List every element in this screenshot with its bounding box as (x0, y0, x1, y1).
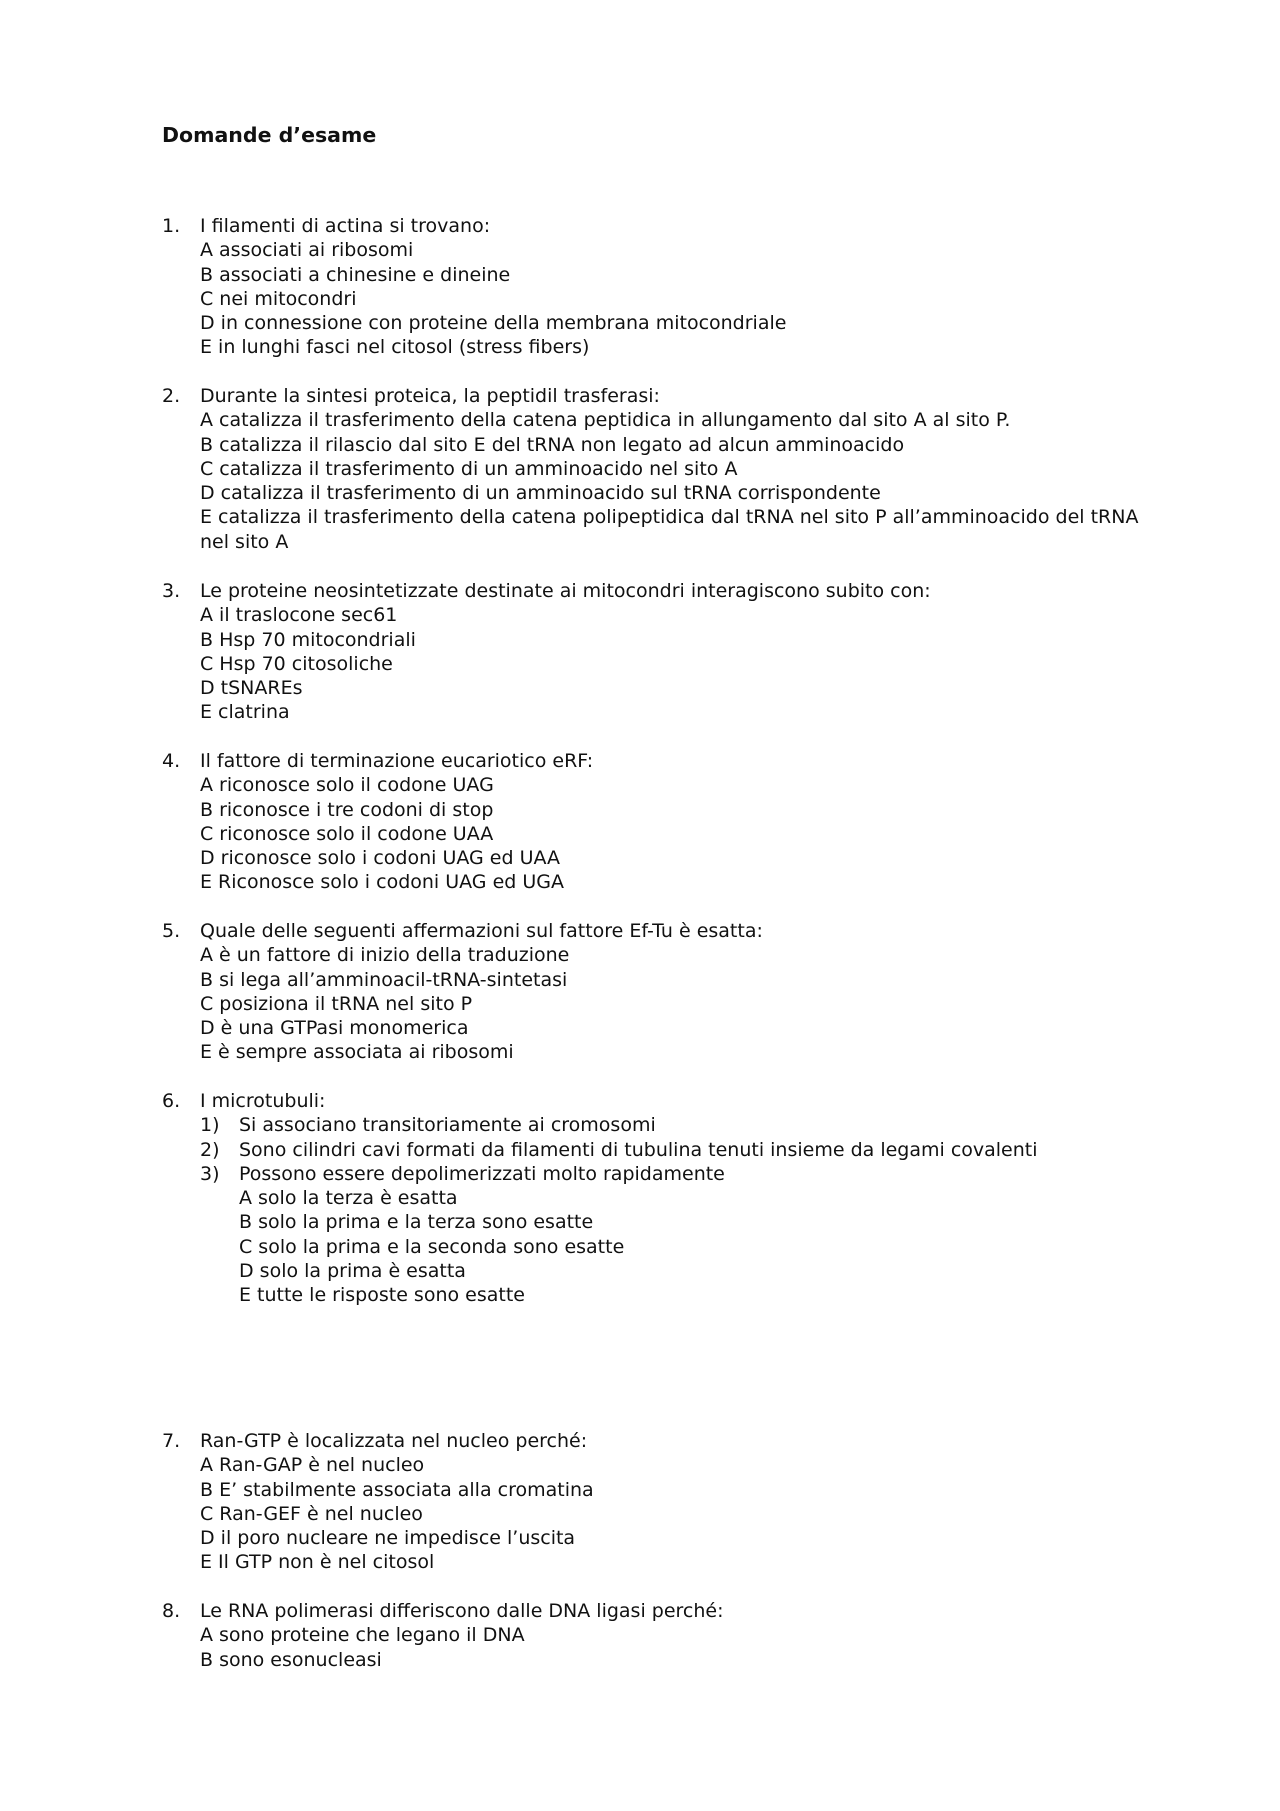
question-8 (162, 1599, 1202, 1672)
answer-option: B riconosce i tre codoni di stop (200, 798, 494, 821)
question-number: 6. (162, 1090, 181, 1112)
question-number: 3. (162, 580, 181, 602)
question-text: 7. Ran-GTP è localizzata nel nucleo perché: (162, 1430, 588, 1452)
answer-option: D in connessione con proteine della membrana mitocondriale (200, 312, 787, 335)
answer-option-continuation: nel sito A (200, 530, 289, 553)
question-5 (162, 919, 1202, 1065)
answer-option: A è un fattore di inizio della traduzione (200, 944, 570, 967)
answer-option: B catalizza il rilascio dal sito E del tRNA non legato ad alcun amminoacido (200, 433, 905, 456)
answer-option: B associati a chinesine e dineine (200, 263, 511, 286)
answer-option: D solo la prima è esatta (239, 1260, 466, 1283)
question-number: 8. (162, 1600, 181, 1622)
statement-item: 1) Si associano transitoriamente ai cromosomi (200, 1114, 656, 1137)
statement-item: 3) Possono essere depolimerizzati molto rapidamente (200, 1162, 725, 1185)
answer-option: C Hsp 70 citosoliche (200, 652, 393, 675)
answer-option: A Ran-GAP è nel nucleo (200, 1454, 425, 1477)
answer-option: C nei mitocondri (200, 287, 357, 310)
answer-option: D riconosce solo i codoni UAG ed UAA (200, 847, 561, 870)
answer-option: D il poro nucleare ne impedisce l’uscita (200, 1527, 576, 1550)
answer-option: A catalizza il trasferimento della catena peptidica in allungamento dal sito A al sito P. (200, 409, 1011, 432)
question-text: 1. I filamenti di actina si trovano: (162, 215, 491, 237)
question-6 (162, 1089, 1202, 1308)
answer-option: A sono proteine che legano il DNA (200, 1624, 525, 1647)
question-text: 4. Il fattore di terminazione eucariotico eRF: (162, 750, 594, 772)
statement-number: 1) (200, 1114, 220, 1137)
answer-option: C solo la prima e la seconda sono esatte (239, 1235, 625, 1258)
answer-option: D tSNAREs (200, 677, 303, 700)
answer-option: E tutte le risposte sono esatte (239, 1284, 525, 1307)
answer-option: E catalizza il trasferimento della catena polipeptidica dal tRNA nel sito P all’amminoacido del tRNA (200, 506, 1139, 529)
question-number: 7. (162, 1430, 181, 1452)
answer-option: D è una GTPasi monomerica (200, 1017, 469, 1040)
answer-option: C posiziona il tRNA nel sito P (200, 992, 473, 1015)
answer-option: B E’ stabilmente associata alla cromatina (200, 1478, 594, 1501)
answer-option: C Ran-GEF è nel nucleo (200, 1502, 423, 1525)
answer-option: C catalizza il trasferimento di un amminoacido nel sito A (200, 457, 738, 480)
page-title: Domande d’esame (162, 123, 377, 147)
answer-option: E in lunghi fasci nel citosol (stress fibers) (200, 336, 590, 359)
question-1 (162, 214, 1202, 360)
answer-option: B solo la prima e la terza sono esatte (239, 1211, 594, 1234)
question-3 (162, 579, 1202, 725)
question-2 (162, 384, 1202, 554)
question-number: 2. (162, 385, 181, 407)
answer-option: A solo la terza è esatta (239, 1187, 458, 1210)
question-number: 1. (162, 215, 181, 237)
answer-option: B si lega all’amminoacil-tRNA-sintetasi (200, 968, 568, 991)
statement-number: 3) (200, 1162, 220, 1185)
question-text: 6. I microtubuli: (162, 1090, 326, 1112)
answer-option: E Riconosce solo i codoni UAG ed UGA (200, 871, 564, 894)
answer-option: E è sempre associata ai ribosomi (200, 1041, 514, 1064)
question-number: 4. (162, 750, 181, 772)
answer-option: E Il GTP non è nel citosol (200, 1551, 435, 1574)
answer-option: B sono esonucleasi (200, 1648, 382, 1671)
statement-number: 2) (200, 1138, 220, 1161)
answer-option: D catalizza il trasferimento di un amminoacido sul tRNA corrispondente (200, 482, 881, 505)
question-text: 3. Le proteine neosintetizzate destinate ai mitocondri interagiscono subito con: (162, 580, 931, 602)
question-4 (162, 749, 1202, 895)
question-text: 8. Le RNA polimerasi differiscono dalle DNA ligasi perché: (162, 1600, 724, 1622)
question-7 (162, 1429, 1202, 1575)
answer-option: A associati ai ribosomi (200, 239, 414, 262)
answer-option: C riconosce solo il codone UAA (200, 822, 494, 845)
answer-option: A riconosce solo il codone UAG (200, 774, 494, 797)
answer-option: A il traslocone sec61 (200, 604, 398, 627)
statement-item: 2) Sono cilindri cavi formati da filamenti di tubulina tenuti insieme da legami covalenti (200, 1138, 1038, 1161)
question-text: 5. Quale delle seguenti affermazioni sul fattore Ef-Tu è esatta: (162, 920, 763, 942)
question-text: 2. Durante la sintesi proteica, la peptidil trasferasi: (162, 385, 660, 407)
question-number: 5. (162, 920, 181, 942)
answer-option: E clatrina (200, 701, 290, 724)
answer-option: B Hsp 70 mitocondriali (200, 628, 416, 651)
